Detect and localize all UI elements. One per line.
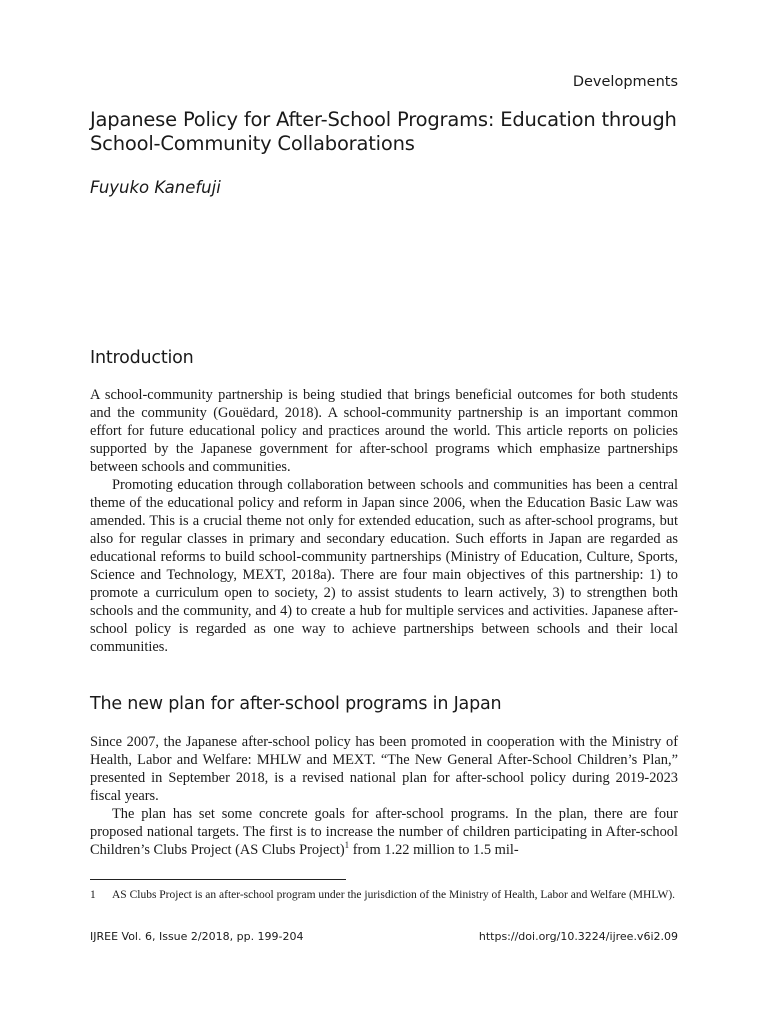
plan-paragraph-1: Since 2007, the Japanese after-school policy has been promoted in cooperation with the Ministry of Health, Labor and Welfare: MHLW and MEXT. “The New General After-School Children’s Plan,” presented in September 2018, is a revised national plan for after-school policy during 2019-2023 fiscal years. bbox=[90, 734, 678, 804]
introduction-heading: Introduction bbox=[90, 348, 194, 368]
introduction-paragraph-2: Promoting education through collaboration between schools and communities has been a central theme of the educational policy and reform in Japan since 2006, when the Education Basic Law was amended. This is a crucial theme not only for extended education, such as after-school programs, but also for regular classes in primary and secondary education. Such efforts in Japan are regarded as educational reforms to build school-community partnerships (Ministry of Education, Culture, Sports, Science and Technology, MEXT, 2018a). There are four main objectives of this partnership: 1) to promote a curriculum open to society, 2) to assist students to learn actively, 3) to strengthen both schools and the community, and 4) to create a hub for multiple services and activities. Japanese after-school policy is regarded as one way to achieve partnerships between schools and their local communities. bbox=[90, 477, 678, 655]
journal-citation: IJREE Vol. 6, Issue 2/2018, pp. 199-204 bbox=[90, 930, 304, 943]
footnote-divider bbox=[90, 879, 346, 880]
plan-paragraph-2 bbox=[90, 805, 678, 859]
plan-paragraph-2-continuation: from 1.22 million to 1.5 mil- bbox=[349, 842, 519, 858]
plan-body bbox=[90, 733, 678, 859]
plan-paragraph-2-text: The plan has set some concrete goals for after-school programs. In the plan, there are four proposed national targets. The first is to increase the number of children participating in After-school Children’s Clubs Project (AS Clubs Project) bbox=[90, 806, 678, 858]
introduction-paragraph-1: A school-community partnership is being studied that brings beneficial outcomes for both students and the community (Gouëdard, 2018). A school-community partnership is an important common effort for future educational policy and practices around the world. This article reports on policies supported by the Japanese government for after-school programs which emphasize partnerships between schools and communities. bbox=[90, 387, 678, 475]
article-author: Fuyuko Kanefuji bbox=[90, 178, 221, 197]
footnote-text: AS Clubs Project is an after-school program under the jurisdiction of the Ministry of Health, Labor and Welfare (MHLW). bbox=[112, 889, 676, 901]
doi-link[interactable]: https://doi.org/10.3224/ijree.v6i2.09 bbox=[478, 930, 678, 943]
footnote-reference[interactable]: 1 bbox=[344, 840, 350, 851]
article-title: Japanese Policy for After-School Programs: Education through School-Community Collaborations bbox=[90, 108, 677, 155]
plan-heading: The new plan for after-school programs in Japan bbox=[90, 694, 502, 714]
introduction-body bbox=[90, 386, 678, 656]
footnote bbox=[90, 888, 678, 903]
section-label: Developments bbox=[572, 74, 678, 90]
footnote-number: 1 bbox=[90, 889, 96, 901]
